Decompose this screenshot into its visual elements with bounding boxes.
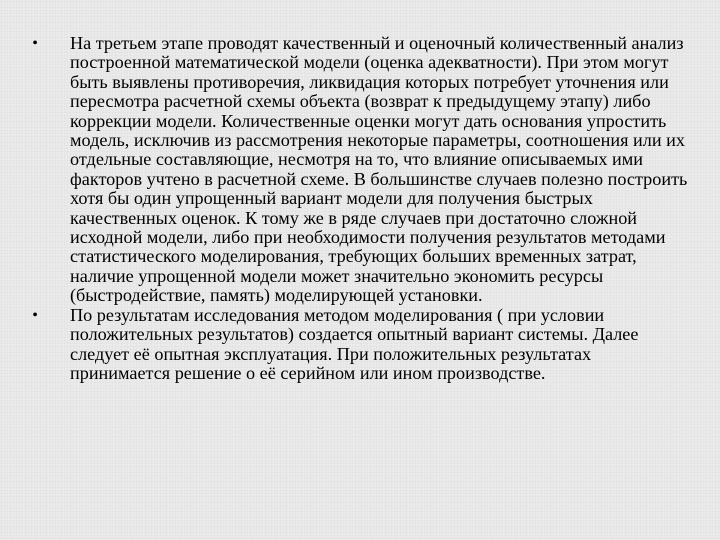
bullet-marker: • (32, 306, 38, 324)
bullet-item-third-stage (28, 34, 692, 306)
bullet-item-results (28, 306, 692, 384)
bullet-marker: • (32, 35, 38, 52)
bullet-list (28, 34, 692, 383)
bullet-text: По результатам исследования методом моделирования ( при условии положительных результатов) создается опытный вариант системы. Далее следует её опытная эксплуатация. При положительных результатах принимается решение о её серийном или ином производстве. (70, 304, 639, 383)
slide-content (28, 34, 692, 383)
bullet-text: На третьем этапе проводят качественный и оценочный количественный анализ построенной математической модели (оценка адекватности). При этом могут быть выявлены противоречия, ликвидация которых потребует уточнения или пересмотра расчетной схемы объекта (возврат к предыдущему этапу) либо коррекции модели. Количественные оценки могут дать основания упростить модель, исключив из рассмотрения некоторые параметры, соотношения или их отдельные составляющие, несмотря на то, что влияние описываемых ими факторов учтено в расчетной схеме. В большинстве случаев полезно построить хотя бы один упрощенный вариант модели для получения быстрых качественных оценок. К тому же в ряде случаев при достаточно сложной исходной модели, либо при необходимости получения результатов методами статистического моделирования, требующих больших временных затрат, наличие упрощенной модели может значительно экономить ресурсы (быстродействие, память) моделирующей установки. (70, 33, 688, 306)
